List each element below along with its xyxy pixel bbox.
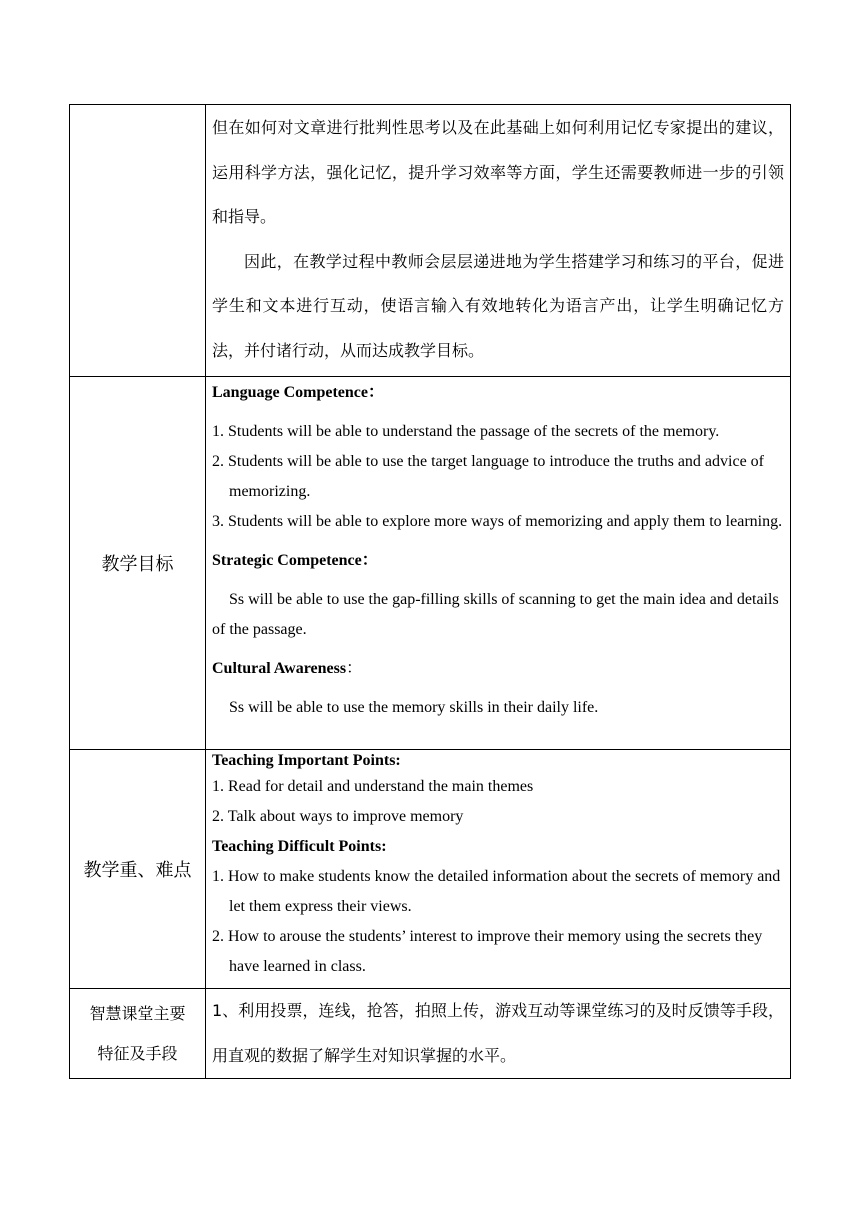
difficult-item-1: 1. How to make students know the detailed information about the secrets of memory and let them express their views.: [212, 868, 781, 915]
analysis-label-cell: [70, 105, 206, 377]
cultural-awareness-heading-line: [212, 654, 784, 684]
language-item-3: 3. Students will be able to explore more ways of memorizing and apply them to learning.: [212, 513, 783, 530]
cultural-awareness-heading: Cultural Awareness: [212, 660, 347, 677]
smart-classroom-text: 1、利用投票，连线，抢答，拍照上传，游戏互动等课堂练习的及时反馈等手段，用直观的数据了解学生对知识掌握的水平。: [212, 1001, 784, 1065]
smart-classroom-label-line-1: 智慧课堂主要: [89, 1003, 186, 1023]
smart-classroom-label-cell: [70, 989, 206, 1079]
strategic-competence-heading: Strategic Competence：: [212, 552, 378, 569]
key-points-label: 教学重、难点: [83, 860, 192, 881]
important-item-2: 2. Talk about ways to improve memory: [212, 808, 464, 825]
key-points-row: [70, 750, 791, 989]
analysis-paragraph-1: 但在如何对文章进行批判性思考以及在此基础上如何利用记忆专家提出的建议，运用科学方法，强化记忆，提升学习效率等方面，学生还需要教师进一步的引领和指导。: [212, 118, 784, 226]
objectives-row: [70, 377, 791, 750]
key-points-label-cell: [70, 750, 206, 989]
analysis-row: [70, 105, 791, 377]
cultural-awareness-text: Ss will be able to use the memory skills in their daily life.: [229, 699, 599, 716]
important-points-heading: Teaching Important Points:: [212, 752, 401, 769]
smart-classroom-label-line-2: 特征及手段: [97, 1043, 178, 1063]
cultural-awareness-colon: ：: [346, 660, 363, 677]
important-item-1: 1. Read for detail and understand the main themes: [212, 778, 534, 795]
smart-classroom-row: [70, 989, 791, 1079]
difficult-points-heading: Teaching Difficult Points:: [212, 838, 387, 855]
difficult-item-2: 2. How to arouse the students’ interest to improve their memory using the secrets they have learned in class.: [212, 928, 763, 975]
key-points-content-cell: [206, 750, 791, 989]
strategic-competence-text: Ss will be able to use the gap-filling skills of scanning to get the main idea and details of the passage.: [212, 591, 779, 638]
analysis-paragraph-2: 因此，在教学过程中教师会层层递进地为学生搭建学习和练习的平台，促进学生和文本进行互动，使语言输入有效地转化为语言产出，让学生明确记忆方法，并付诸行动，从而达成教学目标。: [212, 251, 784, 360]
objectives-label-cell: [70, 377, 206, 750]
objectives-label: 教学目标: [101, 554, 174, 575]
lesson-plan-table: [69, 104, 791, 1079]
language-competence-heading: Language Competence：: [212, 384, 384, 401]
language-item-1: 1. Students will be able to understand the passage of the secrets of the memory.: [212, 423, 720, 440]
language-item-2: 2. Students will be able to use the target language to introduce the truths and advice of memorizing.: [212, 453, 764, 500]
smart-classroom-content-cell: [206, 989, 791, 1079]
objectives-content-cell: [206, 377, 791, 750]
analysis-content-cell: [206, 105, 791, 377]
